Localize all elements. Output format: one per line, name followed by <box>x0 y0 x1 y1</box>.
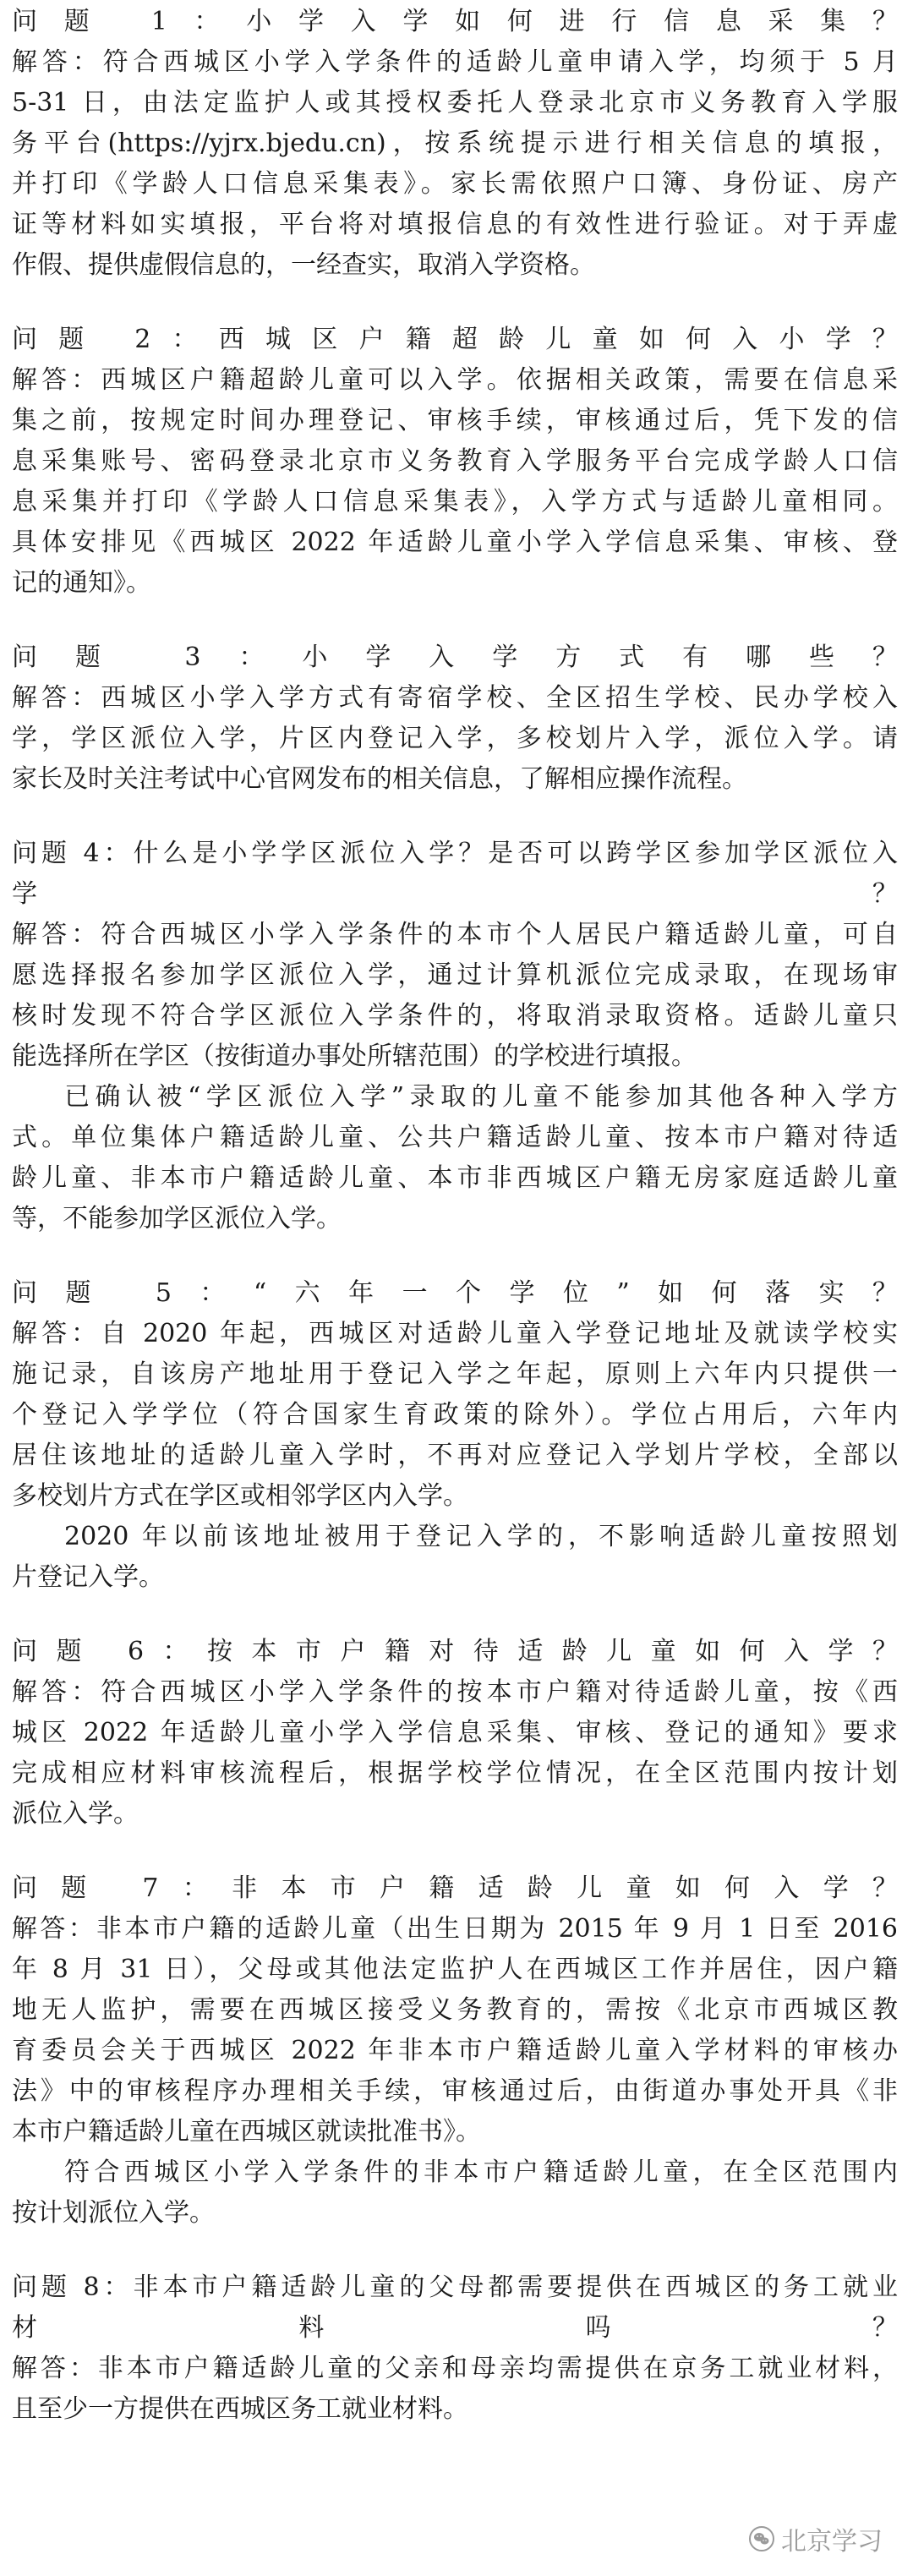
answer-paragraph <box>12 1517 898 1598</box>
text-line: 5-31 日，由法定监护人或其授权委托人登录北京市义务教育入学服 <box>12 88 898 118</box>
text-line: 地无人监护，需要在西城区接受义务教育的，需按《北京市西城区教 <box>12 1995 898 2025</box>
text-line: 记的通知》。 <box>12 568 151 598</box>
text-line: 学，学区派位入学，片区内登记入学，多校划片入学，派位入学。请 <box>12 724 898 753</box>
text-line: 按计划派位入学。 <box>12 2198 215 2228</box>
faq-section <box>12 1868 898 2234</box>
faq-section <box>12 2267 898 2430</box>
text-line: 育委员会关于西城区 2022 年非本市户籍适龄儿童入学材料的审核办 <box>12 2036 898 2065</box>
watermark-text: 北京学习 <box>781 2527 883 2557</box>
text-line: 解答：非本市户籍的适龄儿童（出生日期为 2015 年 9 月 1 日至 2016 <box>12 1914 898 1944</box>
text-line: 解答：西城区小学入学方式有寄宿学校、全区招生学校、民办学校入 <box>12 683 898 713</box>
text-line: 2020 年以前该地址被用于登记入学的，不影响适龄儿童按照划 <box>64 1522 898 1551</box>
text-line: 城区 2022 年适龄儿童小学入学信息采集、审核、登记的通知》要求 <box>12 1718 898 1747</box>
watermark <box>749 2520 883 2557</box>
text-line: 本市户籍适龄儿童在西城区就读批准书》。 <box>12 2117 481 2147</box>
text-line: 龄儿童、非本市户籍适龄儿童、本市非西城区户籍无房家庭适龄儿童 <box>12 1163 898 1193</box>
text-line: 解答：自 2020 年起，西城区对适龄儿童入学登记地址及就读学校实 <box>12 1319 898 1348</box>
question-title: 问题 7：非本市户籍适龄儿童如何入学？ <box>12 1873 898 1903</box>
text-line: 务平台(https://yjrx.bjedu.cn)，按系统提示进行相关信息的填报， <box>12 129 898 158</box>
question-answer-paragraph <box>12 320 898 604</box>
question-answer-paragraph <box>12 1273 898 1517</box>
faq-section <box>12 637 898 800</box>
question-title: 问题 8：非本市户籍适龄儿童的父母都需要提供在西城区的务工就业 <box>12 2272 898 2302</box>
question-title: 问题 2：西城区户籍超龄儿童如何入小学？ <box>12 325 898 354</box>
text-line: 解答：符合西城区小学入学条件的适龄儿童申请入学，均须于 5 月 <box>12 47 898 77</box>
text-line: 符合西城区小学入学条件的非本市户籍适龄儿童，在全区范围内 <box>64 2158 898 2187</box>
question-title: 问题 6：按本市户籍对待适龄儿童如何入学？ <box>12 1637 898 1666</box>
text-line: 完成相应材料审核流程后，根据学校学位情况，在全区范围内按计划 <box>12 1758 898 1788</box>
text-line: 具体安排见《西城区 2022 年适龄儿童小学入学信息采集、审核、登 <box>12 528 898 557</box>
text-line: 作假、提供虚假信息的，一经查实，取消入学资格。 <box>12 250 595 280</box>
text-line: 核时发现不符合学区派位入学条件的，将取消录取资格。适龄儿童只 <box>12 1001 898 1031</box>
faq-section <box>12 834 898 1239</box>
text-line: 集之前，按规定时间办理登记、审核手续，审核通过后，凭下发的信 <box>12 406 898 435</box>
text-line: 学？ <box>12 879 898 909</box>
text-line: 且至少一方提供在西城区务工就业材料。 <box>12 2394 468 2424</box>
question-title: 问题 3：小学入学方式有哪些？ <box>12 643 898 672</box>
answer-paragraph <box>12 1077 898 1239</box>
question-title: 问题 4：什么是小学学区派位入学？是否可以跨学区参加学区派位入 <box>12 839 898 868</box>
text-line: 愿选择报名参加学区派位入学，通过计算机派位完成录取，在现场审 <box>12 960 898 990</box>
text-line: 能选择所在学区（按街道办事处所辖范围）的学校进行填报。 <box>12 1042 697 1071</box>
text-line: 个登记入学学位（符合国家生育政策的除外）。学位占用后，六年内 <box>12 1400 898 1430</box>
text-line: 法》中的审核程序办理相关手续，审核通过后，由街道办事处开具《非 <box>12 2076 898 2106</box>
text-line: 息采集并打印《学龄人口信息采集表》，入学方式与适龄儿童相同。 <box>12 487 898 517</box>
text-line: 式。单位集体户籍适龄儿童、公共户籍适龄儿童、按本市户籍对待适 <box>12 1123 898 1152</box>
faq-section <box>12 1273 898 1598</box>
text-line: 材料吗？ <box>12 2313 898 2343</box>
text-line: 解答：非本市户籍适龄儿童的父亲和母亲均需提供在京务工就业材料， <box>12 2354 898 2383</box>
question-title: 问题 5：“六年一个学位”如何落实？ <box>12 1278 898 1308</box>
text-line: 已确认被“学区派位入学”录取的儿童不能参加其他各种入学方 <box>64 1082 898 1112</box>
text-line: 居住该地址的适龄儿童入学时，不再对应登记入学划片学校，全部以 <box>12 1441 898 1470</box>
faq-section <box>12 2 898 286</box>
question-answer-paragraph <box>12 1868 898 2152</box>
text-line: 证等材料如实填报，平台将对填报信息的有效性进行验证。对于弄虚 <box>12 210 898 239</box>
text-line: 等，不能参加学区派位入学。 <box>12 1204 342 1233</box>
question-answer-paragraph <box>12 637 898 800</box>
question-answer-paragraph <box>12 2267 898 2430</box>
text-line: 并打印《学龄人口信息采集表》。家长需依照户口簿、身份证、房产 <box>12 169 898 199</box>
text-line: 施记录，自该房产地址用于登记入学之年起，原则上六年内只提供一 <box>12 1359 898 1389</box>
text-line: 多校划片方式在学区或相邻学区内入学。 <box>12 1481 468 1511</box>
text-line: 派位入学。 <box>12 1799 139 1829</box>
answer-paragraph <box>12 2152 898 2234</box>
text-line: 解答：符合西城区小学入学条件的本市个人居民户籍适龄儿童，可自 <box>12 920 898 949</box>
faq-section <box>12 1632 898 1835</box>
question-title: 问题 1：小学入学如何进行信息采集？ <box>12 7 898 36</box>
question-answer-paragraph <box>12 1632 898 1835</box>
text-line: 解答：西城区户籍超龄儿童可以入学。依据相关政策，需要在信息采 <box>12 365 898 395</box>
question-answer-paragraph <box>12 2 898 286</box>
question-answer-paragraph <box>12 834 898 1077</box>
text-line: 家长及时关注考试中心官网发布的相关信息，了解相应操作流程。 <box>12 764 747 794</box>
text-line: 年 8 月 31 日），父母或其他法定监护人在西城区工作并居住，因户籍 <box>12 1955 898 1984</box>
text-line: 息采集账号、密码登录北京市义务教育入学服务平台完成学龄人口信 <box>12 446 898 476</box>
text-line: 解答：符合西城区小学入学条件的按本市户籍对待适龄儿童，按《西 <box>12 1677 898 1707</box>
text-line: 片登记入学。 <box>12 1562 164 1592</box>
wechat-icon <box>749 2526 774 2551</box>
faq-section <box>12 320 898 604</box>
